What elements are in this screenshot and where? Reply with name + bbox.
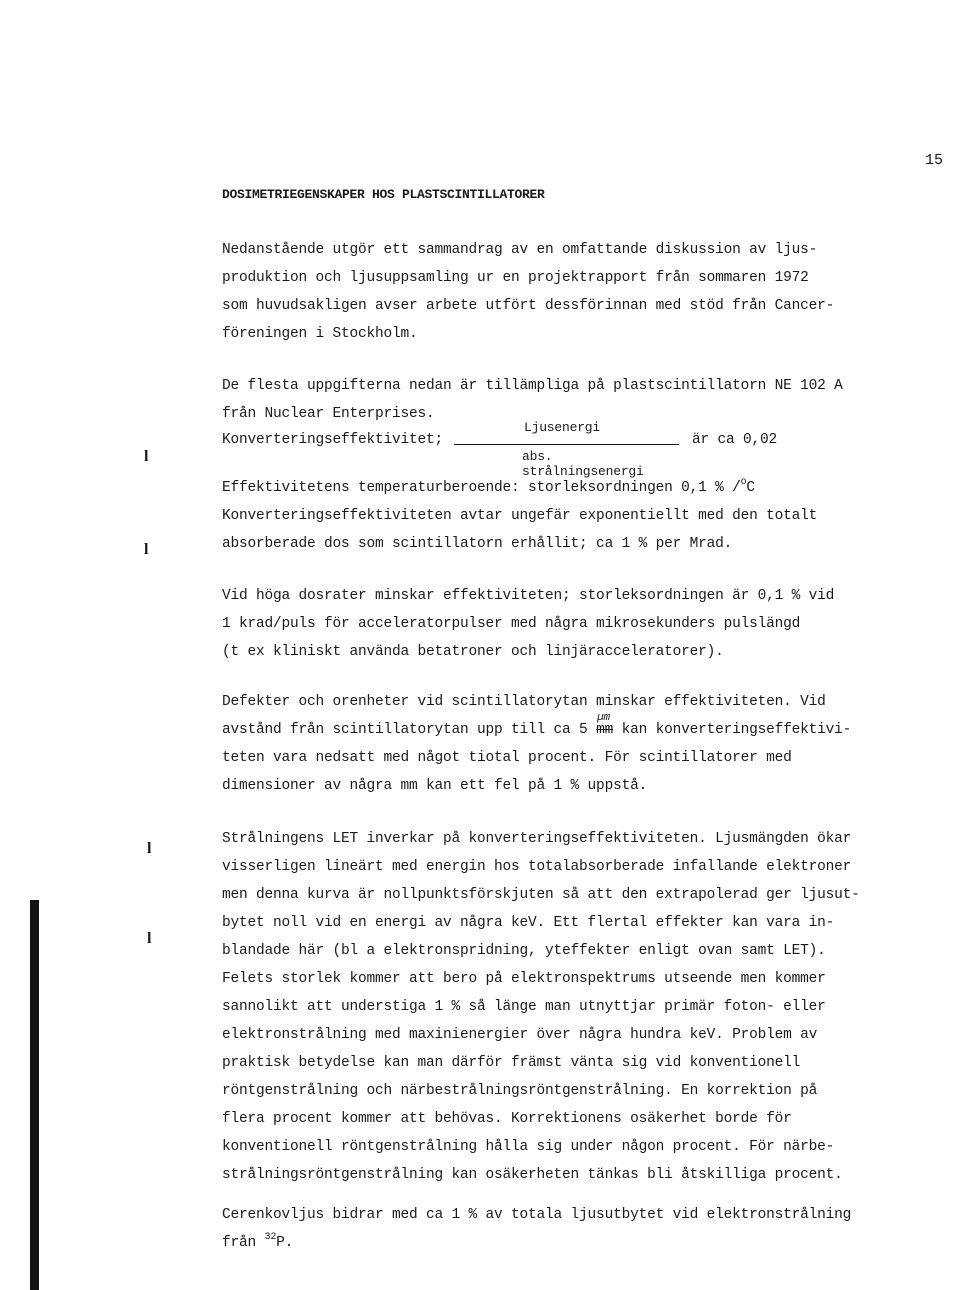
text-line: Felets storlek kommer att bero på elektronspektrums utseende men kommer <box>222 971 826 987</box>
handwritten-correction <box>596 712 614 744</box>
isotope-superscript: 32 <box>264 1232 277 1243</box>
formula-numerator: Ljusenergi <box>524 420 601 435</box>
degree-superscript: o <box>740 477 747 488</box>
text-line: föreningen i Stockholm. <box>222 326 418 342</box>
paragraph-intro <box>222 236 862 348</box>
paragraph-doserate <box>222 582 862 666</box>
text-line: Strålningens LET inverkar på konverteringseffektiviteten. Ljusmängden ökar <box>222 831 852 847</box>
document-heading: DOSIMETRIEGENSKAPER HOS PLASTSCINTILLATORER <box>222 187 545 202</box>
paragraph-let <box>222 825 862 1189</box>
correction-mark: µm <box>597 712 610 724</box>
text-line: elektronstrålning med maxinienergier över några hundra keV. Problem av <box>222 1027 818 1043</box>
text-line <box>222 474 862 502</box>
text-line: Defekter och orenheter vid scintillatorytan minskar effektiviteten. Vid <box>222 694 826 710</box>
text-line: strålningsröntgenstrålning kan osäkerheten tänkas bli åtskilliga procent. <box>222 1167 843 1183</box>
text-segment: P. <box>276 1235 294 1251</box>
text-line: Konverteringseffektiviteten avtar ungefär exponentiellt med den totalt <box>222 508 818 524</box>
margin-mark: l <box>144 541 149 558</box>
formula-fraction <box>454 418 679 479</box>
text-line: men denna kurva är nollpunktsförskjuten så att den extrapolerad ger ljusut- <box>222 887 860 903</box>
efficiency-formula <box>222 418 862 479</box>
text-line: från Nuclear Enterprises. <box>222 406 435 422</box>
text-line: absorberade dos som scintillatorn erhållit; ca 1 % per Mrad. <box>222 536 733 552</box>
text-line: bytet noll vid en energi av några keV. Ett flertal effekter kan vara in- <box>222 915 835 931</box>
unit-text: C <box>746 480 755 496</box>
text-line: Vid höga dosrater minskar effektiviteten; storleksordningen är 0,1 % vid <box>222 588 835 604</box>
text-line: produktion och ljusuppsamling ur en projektrapport från sommaren 1972 <box>222 270 809 286</box>
struck-unit: mm <box>596 722 614 738</box>
page-number: 15 <box>925 152 944 169</box>
text-line: konventionell röntgenstrålning hålla sig under någon procent. För närbe- <box>222 1139 835 1155</box>
text-segment: Effektivitetens temperaturberoende: storleksordningen 0,1 % / <box>222 480 741 496</box>
text-line: blandade här (bl a elektronspridning, yteffekter enligt ovan samt LET). <box>222 943 826 959</box>
paragraph-defects <box>222 688 862 800</box>
formula-label: Konverteringseffektivitet; <box>222 432 444 448</box>
binding-shadow <box>30 900 39 1290</box>
text-line: Nedanstående utgör ett sammandrag av en omfattande diskussion av ljus- <box>222 242 818 258</box>
text-line: 1 krad/puls för acceleratorpulser med några mikrosekunders pulslängd <box>222 616 801 632</box>
text-line: Cerenkovljus bidrar med ca 1 % av totala ljusutbytet vid elektronstrålning <box>222 1207 852 1223</box>
formula-denominator: abs. strålningsenergi <box>522 449 644 479</box>
text-line: (t ex kliniskt använda betatroner och linjäracceleratorer). <box>222 644 724 660</box>
paragraph-temperature <box>222 474 862 558</box>
formula-result: är ca 0,02 <box>692 432 778 448</box>
text-line: teten vara nedsatt med något tiotal procent. För scintillatorer med <box>222 750 792 766</box>
text-line <box>222 1229 862 1257</box>
text-line: flera procent kommer att behövas. Korrektionens osäkerhet borde för <box>222 1111 792 1127</box>
text-line: De flesta uppgifterna nedan är tillämpliga på plastscintillatorn NE 102 A <box>222 378 843 394</box>
text-segment: kan konverteringseffektivi- <box>613 722 852 738</box>
text-line: praktisk betydelse kan man därför främst vänta sig vid konventionell <box>222 1055 801 1071</box>
paragraph-cerenkov <box>222 1201 862 1257</box>
margin-mark: l <box>147 840 152 857</box>
text-line: som huvudsakligen avser arbete utfört dessförinnan med stöd från Cancer- <box>222 298 835 314</box>
fraction-bar <box>454 444 679 445</box>
text-line: sannolikt att understiga 1 % så länge man utnyttjar primär foton- eller <box>222 999 826 1015</box>
text-line: röntgenstrålning och närbestrålningsröntgenstrålning. En korrektion på <box>222 1083 818 1099</box>
margin-mark: l <box>147 930 152 947</box>
text-line: dimensioner av några mm kan ett fel på 1 % uppstå. <box>222 778 648 794</box>
text-line: visserligen lineärt med energin hos totalabsorberade infallande elektroner <box>222 859 852 875</box>
margin-mark: l <box>144 448 149 465</box>
text-segment: från <box>222 1235 265 1251</box>
text-segment: avstånd från scintillatorytan upp till ca 5 <box>222 722 597 738</box>
text-line <box>222 712 862 744</box>
